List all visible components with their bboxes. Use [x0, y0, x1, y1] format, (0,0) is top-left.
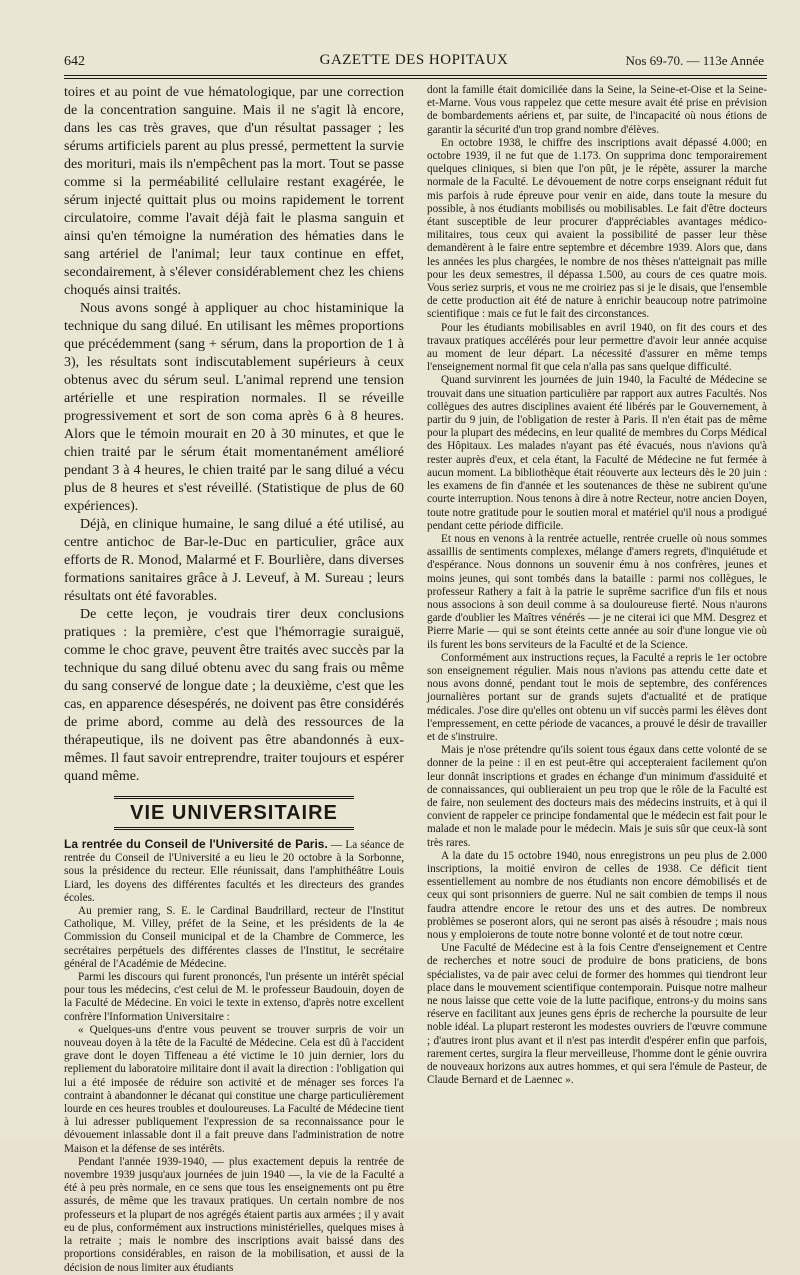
issue-number: Nos 69-70. — 113e Année	[625, 53, 764, 68]
paragraph: Une Faculté de Médecine est à la fois Centre d'enseignement et Centre de recherches et notre souci de produire de bons praticiens, de bons spécialistes, va de pair avec celui de former des hommes qui tiendront leur place dans le mouvement scientifique contemporain. Puisque notre malheur ne nous laisse que cette voie de la lutte pacifique, entrons-y du moins sans réserve en facilitant aux jeunes gens épris de recherche la poursuite de leur noble idéal. La plupart resteront les modestes ouvriers de l'œuvre commune ; d'autres iront plus avant et il n'est pas interdit d'espérer enfin que parfois, rarement certes, surgira la fleur merveilleuse, l'homme dont le génie ouvrira de nouveaux horizons aux autres hommes, et qui sera l'émule de Pasteur, de Claude Bernard et de Laennec ».	[427, 942, 767, 1087]
paragraph: Conformément aux instructions reçues, la Faculté a repris le 1er octobre son enseignement régulier. Mais nous n'avions pas attendu cette date et nous avons donné, pendant tout le mois de septembre, des conférences journalières portant sur de grands sujets d'actualité et de pratique médicales. J'ose dire qu'elles ont obtenu un vif succès parmi les élèves dont l'empressement, en cette période de vacances, a prouvé le désir de travailler et de s'instruire.	[427, 651, 767, 743]
header-rule	[64, 75, 767, 76]
section-banner	[114, 796, 354, 830]
article-headline: La rentrée du Conseil de l'Université de Paris.	[64, 837, 328, 851]
paragraph: Pendant l'année 1939-1940, — plus exactement depuis la rentrée de novembre 1939 jusqu'aux journées de juin 1940 —, la vie de la Faculté a été à peu près normale, en ce sens que tous les enseignements ont pu être assurés, de même que les travaux pratiques. Un certain nombre de nos professeurs et la plupart de nos agrégés étaient partis aux armées ; il y avait eu de plus, conformément aux instructions ministérielles, quelques mises à la retraite ; mais le nombre des inscriptions avait baissé dans des proportions considérables, en raison de la mobilisation, et aussi de la décision de nous limiter aux étudiants	[64, 1155, 404, 1274]
paragraph: De cette leçon, je voudrais tirer deux conclusions pratiques : la première, c'est que l'hémorragie suraiguë, comme le choc grave, peuvent être traités avec succès par la technique du sang dilué obtenu avec du sang frais ou même du sang conservé de longue date ; la deuxième, c'est que les cas, en apparence désespérés, ne doivent pas être considérés de prime abord, comme au delà des ressources de la thérapeutique, ils ne doivent pas être abandonnés à eux-mêmes. Il faut savoir entreprendre, traiter toujours et espérer quand même.	[64, 607, 404, 784]
paragraph: dont la famille était domiciliée dans la Seine, la Seine-et-Oise et la Seine-et-Marne. Vous vous rappelez que cette mesure avait été prise en prévision de bombardements aériens et, par suite, de l'incapacité où nous étions de garantir la sécurité d'un trop grand nombre d'élèves.	[427, 84, 767, 136]
paragraph: Parmi les discours qui furent prononcés, l'un présente un intérêt spécial pour tous les médecins, c'est celui de M. le professeur Baudouin, doyen de la Faculté de Médecine. En voici le texte in extenso, d'après notre excellent confrère l'Information Universitaire :	[64, 971, 404, 1023]
right-column	[427, 84, 767, 1129]
paragraph: En octobre 1938, le chiffre des inscriptions avait dépassé 4.000; en octobre 1939, il ne fut que de 1.173. On supprima donc temporairement quelques cliniques, si bien que l'on pût, je le répète, assurer la marche normale de la Faculté. Le dévouement de notre corps enseignant réduit fut mis parfois à rude épreuve pour venir en aide, dans toute la mesure du possible, à nos étudiants mobilisés ou mobilisables. Le fait d'être docteurs étant susceptible de leur procurer d'appréciables avantages médico-militaires, tous ceux qui avaient la possibilité de passer leur thèse demandèrent à le faire entre septembre et décembre 1939. Alors que, dans les années les plus chargées, le nombre de nos thèses n'atteignait pas mille pour les deux semestres, il dépassa 1.500, au cours de ces quatre mois. Vous seriez surpris, et vous ne me croiriez pas si je le disais, que l'ensemble de cette production ait été de nature à enrichir beaucoup notre patrimoine scientifique : mais ce fut le fait des circonstances.	[427, 136, 767, 321]
paragraph: toires et au point de vue hématologique, par une correction de la concentration sanguine. Mais il ne s'agit là encore, dans les cas très graves, que d'un résultat passager ; les sérums artificiels parent au plus pressé, permettent la survie des morituri, mais ils n'empêchent pas la mort. Tout se passe comme si la perméabilité cellulaire restant exagérée, le sérum injecté quittait plus ou moins rapidement le torrent circulatoire, comme l'avait déjà fait le plasma sanguin et ainsi qu'en témoigne la numération des hématies dans le sang artériel de l'animal; leur taux continue en effet, secondairement, à s'élever considérablement chez les chiens choqués ainsi traités.	[64, 85, 404, 298]
article-text: — La séance de rentrée du Conseil de l'Université a eu lieu le 20 octobre à la Sorbonne, sous la présidence du recteur. Elle réunissait, dans l'amphithéâtre Louis Liard, les doyens des différentes facultés et les directeurs des grandes écoles.	[64, 839, 404, 904]
paragraph: Mais je n'ose prétendre qu'ils soient tous égaux dans cette volonté de se donner de la peine : il en est peut-être qui accepteraient facilement qu'on leur donnât inscriptions et grades en échange d'un minimum d'assiduité et de connaissances, qui oublieraient un peu trop que le rôle de la Faculté est de faire, non seulement des docteurs mais des médecins instruits, et à qui il convient de rappeler ce principe fondamental que le médecin est fait pour le malade et non le malade pour le médecin. Mais je suis sûr que ceux-là sont très rares.	[427, 744, 767, 849]
paragraph: Pour les étudiants mobilisables en avril 1940, on fit des cours et des travaux pratiques accélérés pour leur permettre d'avoir leur année acquise au moment de leur départ. La nécessité d'assurer en même temps l'enseignement normal fit que cela n'alla pas sans quelque difficulté.	[427, 321, 767, 374]
paragraph: A la date du 15 octobre 1940, nous enregistrons un peu plus de 2.000 inscriptions, la moitié environ de celles de 1938. Ce déficit tient essentiellement au nombre de nos étudiants non encore démobilisés et de ceux qui sont prisonniers de guerre. Nul ne sait combien de temps il nous faudra attendre encore le retour des uns et des autres. De nombreux problèmes se poseront alors, qui ne seront pas aisés à résoudre ; mais nous nous y emploierons de toute notre bonne volonté et de tout notre cœur.	[427, 849, 767, 941]
paragraph: Quand survinrent les journées de juin 1940, la Faculté de Médecine se trouvait dans une situation particulière par rapport aux autres Facultés. Nos collègues des autres disciplines avaient été libérés par le Gouvernement, à partir du 9 juin, de l'obligation de rester à Paris. Il n'en était pas de même pour la plupart des médecins, en leur qualité de membres du Corps Médical des Hôpitaux. Les malades n'ayant pas été évacués, nous n'avions qu'à rester auprès d'eux, et cela étant, la Faculté de Médecine ne fut fermée à aucun moment. La bibliothèque était réouverte aux lecteurs dès le 20 juin : les examens de fin d'année et les soutenances de thèse ne subirent qu'une courte interruption. Nous tenons à dire à notre Recteur, notre ancien Doyen, toute notre gratitude pour le soutien moral et matériel qu'il nous a prodigué pendant cette période difficile.	[427, 374, 767, 532]
paragraph: Nous avons songé à appliquer au choc histaminique la technique du sang dilué. En utilisant les mêmes proportions que précédemment (sang + sérum, dans la proportion de 1 à 3), les résultats sont indiscutablement supérieurs à ceux obtenus avec du sérum seul. L'animal reprend une tension artérielle et une respiration normales. Il se réveille progressivement et sort de son coma après 6 à 8 heures. Alors que le témoin mourait en 20 à 30 minutes, et que le chien traité par le sérum était momentanément amélioré pendant 3 à 4 heures, le chien traité par le sang dilué a vécu plus de 8 heures et s'est réveillé. (Statistique de plus de 60 expériences).	[64, 301, 404, 514]
paragraph: Au premier rang, S. E. le Cardinal Baudrillard, recteur de l'Institut Catholique, M. Villey, préfet de la Seine, et les présidents de la 4e Commission du Conseil municipal et de la Chambre de Commerce, les secrétaires perpétuels des différentes classes de l'Institut, le secrétaire général de l'Académie de Médecine.	[64, 905, 404, 970]
left-column	[64, 84, 404, 1274]
article-lead	[64, 838, 404, 905]
running-header	[64, 50, 764, 74]
paragraph: Déjà, en clinique humaine, le sang dilué a été utilisé, au centre antichoc de Bar-le-Duc en particulier, grâce aux efforts de R. Monod, Malarmé et F. Bourlière, dans diverses formations sanitaires grâce à J. Leveuf, à M. Sureau ; leurs résultats ont été favorables.	[64, 517, 404, 604]
header-rule-2	[64, 78, 767, 79]
journal-title: GAZETTE DES HOPITAUX	[319, 52, 509, 68]
section-title: VIE UNIVERSITAIRE	[130, 802, 338, 824]
paragraph: « Quelques-uns d'entre vous peuvent se trouver surpris de voir un nouveau doyen à la tête de la Faculté de Médecine. Cela est dû à l'accident grave dont le doyen Tiffeneau a été victime le 10 juin dernier, lors du repliement du laboratoire militaire dont il avait la direction : l'obligation qui lui a été imposée de réduire son activité et de ménager ses forces l'a contraint à abandonner le décanat qui constitue une charge particulièrement lourde en ces heures troubles et douloureuses. La Faculté de Médecine tient à lui adresser publiquement l'expression de sa reconnaissance pour le dévouement inlassable dont il a fait preuve dans l'administration de notre Maison et la défense de ses intérêts.	[64, 1023, 404, 1155]
page-number: 642	[64, 54, 85, 69]
paragraph: Et nous en venons à la rentrée actuelle, rentrée cruelle où nous sommes assaillis de sentiments complexes, mélange d'amers regrets, d'inquiétude et d'espérance. Nous donnons un souvenir ému à nos confrères, jeunes et moins jeunes, qui sont tombés dans la bataille : parmi nos collègues, le professeur Rathery a fait à la patrie le suprême sacrifice d'un fils et nous nous associons à son deuil comme à sa douloureuse fierté. Nous n'aurons garde d'oublier les Maîtres vénérés — je ne citerai ici que MM. Desgrez et Pierre Marie — qui se sont éteints cette année au soir d'une longue vie où ils furent les bons serviteurs de la Faculté et de la Science.	[427, 532, 767, 651]
